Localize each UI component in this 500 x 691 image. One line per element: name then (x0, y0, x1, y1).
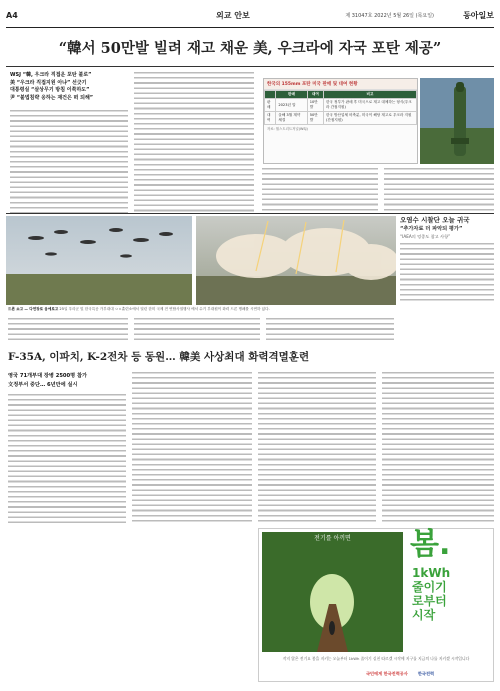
table-source: 자료: 월스트리트저널(WSJ) (267, 127, 308, 131)
subhead: 尹 “불법침략 응하는 재건은 떠 되해” (10, 94, 94, 101)
table-cell: 대여 (265, 112, 276, 125)
subhead: 美 “우크라 직접지원 아냐” 선긋기 (10, 79, 87, 86)
data-table (264, 90, 417, 125)
drill-photo-illustration (6, 216, 396, 305)
caption-label: 드론 쇼고 — 다연장로 응에로고 (8, 307, 59, 311)
table-cell: 50만 발 (307, 112, 323, 125)
ad-slogan-line: 시작 (412, 608, 436, 622)
story1-column-2 (134, 72, 254, 214)
iaea-kicker: “IAEA의 엉종도 참고 사항” (400, 234, 451, 239)
story2-column-1 (8, 394, 126, 524)
page-header (6, 6, 494, 28)
table-row (265, 112, 417, 125)
ad-slogan-line: 줄이기 (412, 580, 447, 594)
subhead: WSJ “韓, 우크라 직접운 포탄 불로” (10, 72, 92, 78)
shell-sales-table (263, 78, 418, 164)
page-number: A4 (6, 11, 18, 20)
table-header: 판매 (276, 91, 307, 99)
story1-column-3 (262, 168, 378, 214)
divider (6, 213, 494, 214)
subhead: 영국 71개부대 장병 2500명 참가 (8, 373, 87, 379)
subhead: 대통령실 “살상무기 방침 이쭉하도” (10, 87, 90, 93)
table-cell: 판매 (265, 99, 276, 112)
table-header-row (265, 91, 417, 99)
ad-body: 작지 않은 전기요 봄을 지키는 오늘부터 1kWh 줄이기 실천 따르겠 시작에 지구를 지금의 나를 지키겠 시작입니다 (282, 656, 470, 661)
table-header (265, 91, 276, 99)
iaea-text (400, 243, 494, 301)
subhead: 文정부서 중단… 6년만에 실시 (8, 382, 78, 388)
issue-meta: 제 31047호 2022년 5월 26일 (목요일) (345, 13, 434, 19)
tunnel-photo (262, 532, 403, 652)
text-block (10, 110, 128, 214)
kepco-logo-secondary: 한국전력 (417, 671, 435, 676)
table-cell: 올해 3월 계약 체결 (276, 112, 307, 125)
table-header: 비고 (323, 91, 416, 99)
tunnel-caption: 전기를 아끼면 (314, 535, 351, 542)
tunnel-illustration (262, 532, 403, 652)
photo-caption (8, 307, 396, 312)
table-title: 한국의 155mm 포탄 미국 판매 및 대여 현황 (264, 79, 417, 90)
story2-column-3 (258, 372, 376, 524)
iaea-headline: 오염수 시찰단 오늘 귀국 (400, 216, 470, 224)
main-headline: “韓서 50만발 빌려 재고 채운 美, 우크라에 자국 포탄 제공” (58, 40, 442, 57)
drill-photos (6, 216, 396, 305)
ad-slogan-line: 1kWh (412, 566, 451, 580)
center-text-1 (8, 318, 128, 342)
bomber-illustration (420, 78, 494, 164)
center-text-2 (134, 318, 260, 342)
newspaper-brand: 동아일보 (463, 10, 494, 20)
bomber-photo (420, 78, 494, 164)
ad-slogan-line: 로부터 (412, 594, 447, 608)
table-row (265, 99, 417, 112)
table-cell: 한국 정부가 판매 후 미국으로 재고 대체하는 형식(우크라 간접지원) (323, 99, 416, 112)
story2-subheads (8, 372, 128, 390)
center-text-3 (266, 318, 394, 342)
divider (6, 66, 494, 67)
ad-logos (330, 671, 470, 677)
section-title: 외교 안보 (216, 11, 250, 20)
table-header: 대여 (307, 91, 323, 99)
story1-column-4 (384, 168, 494, 214)
table-cell: 한국 방산업체 비축분, 미국이 해당 재고로 우크라 지원(간접지원) (323, 112, 416, 125)
kepco-logo: 국민에게 한국전력공사 (365, 671, 408, 676)
table-cell: 2023년 말 (276, 99, 307, 112)
iaea-story (400, 216, 494, 316)
story2-column-2 (132, 372, 252, 524)
caption-text: 25일 우리군 및 한국특공 가부대대 ㅇㅇ훈련소에서 열린 한미 국제 전 연합사열행사 에서 수기 부대원이 화력 드론 병폐를 시연하 있다. (59, 307, 270, 311)
story2-column-4 (382, 372, 494, 524)
ad-headline-big: 봄. (410, 527, 451, 562)
iaea-subhead: “추가자료 더 파악되 평가” (400, 226, 463, 232)
story1-column-1 (10, 110, 128, 214)
story2-headline: F-35A, 이파치, K-2전차 등 동원… 韓美 사상최대 화력격멸훈련 (8, 351, 310, 363)
table-cell: 10만 발 (307, 99, 323, 112)
story1-subheads (10, 72, 128, 102)
ad-slogan (412, 566, 492, 622)
